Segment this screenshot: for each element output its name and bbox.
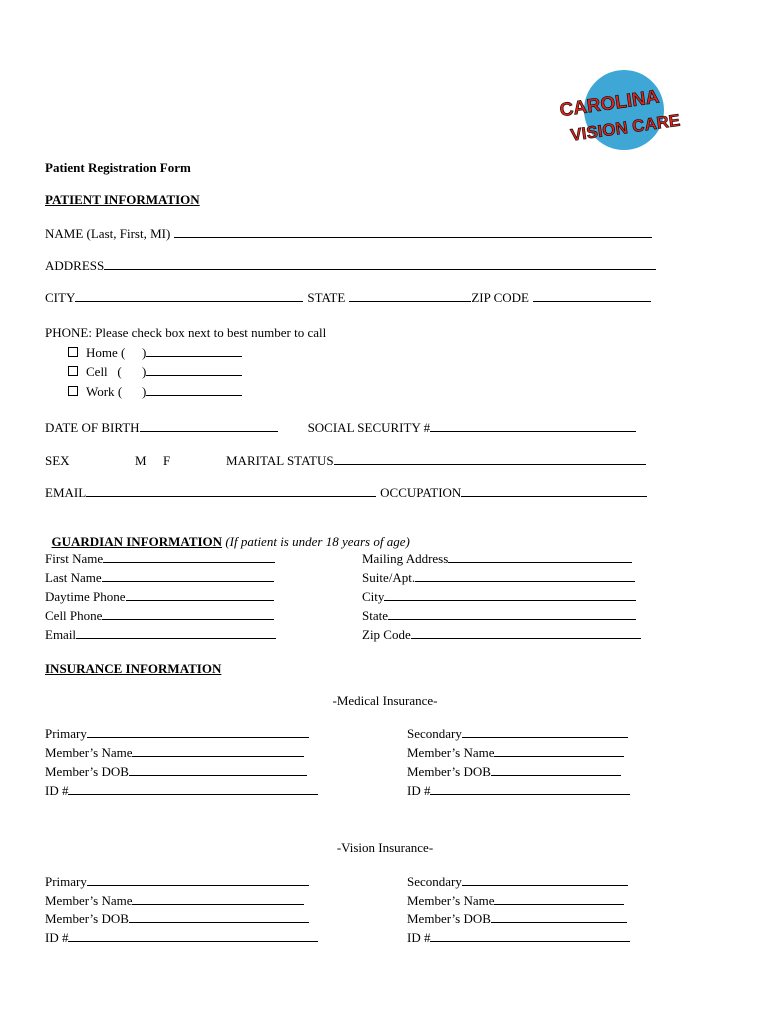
medical-secondary-member-dob-label: Member’s DOB <box>407 764 491 779</box>
vision-secondary-member-dob-label: Member’s DOB <box>407 911 491 926</box>
address-row <box>45 258 656 274</box>
medical-member-name-row <box>45 745 304 761</box>
sex-f-option[interactable]: F <box>163 453 171 468</box>
medical-primary-label: Primary <box>45 726 87 741</box>
guardian-mailing-address-label: Mailing Address <box>362 551 449 566</box>
email-row <box>45 485 647 501</box>
guardian-state-label: State <box>362 608 388 623</box>
ssn-label: SOCIAL SECURITY # <box>307 420 431 435</box>
name-field[interactable] <box>174 226 652 238</box>
medical-id-row <box>45 783 318 799</box>
address-label: ADDRESS <box>45 258 105 273</box>
vision-secondary-member-name-field[interactable] <box>494 893 624 905</box>
marital-label: MARITAL STATUS <box>226 453 334 468</box>
medical-member-dob-field[interactable] <box>129 764 307 776</box>
medical-secondary-id-label: ID # <box>407 783 431 798</box>
home-checkbox[interactable] <box>68 347 78 357</box>
guardian-last-name-field[interactable] <box>102 570 274 582</box>
guardian-email-field[interactable] <box>76 627 276 639</box>
guardian-heading-row <box>45 518 410 550</box>
guardian-first-name-field[interactable] <box>103 551 275 563</box>
guardian-state-field[interactable] <box>388 608 636 620</box>
vision-primary-field[interactable] <box>87 874 309 886</box>
patient-info-heading: PATIENT INFORMATION <box>45 192 200 207</box>
phone-work-row: Work ( ) <box>68 384 242 400</box>
form-title: Patient Registration Form <box>45 160 191 175</box>
medical-secondary-row <box>407 726 628 742</box>
vision-member-name-row <box>45 893 304 909</box>
vision-secondary-member-dob-field[interactable] <box>491 911 627 923</box>
medical-member-dob-row <box>45 764 307 780</box>
sex-row <box>45 453 646 469</box>
guardian-first-name-label: First Name <box>45 551 104 566</box>
guardian-last-name-label: Last Name <box>45 570 102 585</box>
sex-m-option[interactable]: M <box>135 453 147 468</box>
medical-primary-field[interactable] <box>87 726 309 738</box>
guardian-cell-phone-row <box>45 608 274 624</box>
work-checkbox[interactable] <box>68 386 78 396</box>
guardian-note: (If patient is under 18 years of age) <box>225 534 410 549</box>
medical-secondary-field[interactable] <box>462 726 628 738</box>
vision-member-name-field[interactable] <box>132 893 304 905</box>
guardian-suite-row <box>362 570 635 586</box>
medical-secondary-member-dob-field[interactable] <box>491 764 621 776</box>
medical-member-name-label: Member’s Name <box>45 745 133 760</box>
home-phone-field[interactable] <box>146 345 242 357</box>
work-label: Work <box>86 384 115 399</box>
medical-secondary-id-field[interactable] <box>430 783 630 795</box>
vision-member-dob-field[interactable] <box>129 911 309 923</box>
guardian-zip-field[interactable] <box>411 627 641 639</box>
logo-line2: VISION CARE <box>569 110 682 145</box>
guardian-suite-field[interactable] <box>415 570 635 582</box>
email-label: EMAIL <box>45 485 87 500</box>
guardian-email-row <box>45 627 276 643</box>
carolina-vision-care-logo <box>554 68 686 152</box>
medical-secondary-member-name-row <box>407 745 624 761</box>
medical-secondary-member-dob-row <box>407 764 621 780</box>
guardian-heading: GUARDIAN INFORMATION <box>51 534 223 549</box>
vision-secondary-id-row <box>407 930 630 946</box>
vision-secondary-label: Secondary <box>407 874 462 889</box>
vision-member-dob-row <box>45 911 309 927</box>
medical-member-dob-label: Member’s DOB <box>45 764 129 779</box>
name-label: NAME (Last, First, MI) <box>45 226 171 241</box>
vision-member-name-label: Member’s Name <box>45 893 133 908</box>
vision-primary-row <box>45 874 309 890</box>
address-field[interactable] <box>104 258 656 270</box>
guardian-daytime-phone-field[interactable] <box>126 589 274 601</box>
ssn-field[interactable] <box>430 420 636 432</box>
medical-member-name-field[interactable] <box>132 745 304 757</box>
guardian-zip-label: Zip Code <box>362 627 411 642</box>
email-field[interactable] <box>86 485 376 497</box>
dob-label: DATE OF BIRTH <box>45 420 140 435</box>
city-label: CITY <box>45 290 76 305</box>
home-label: Home <box>86 345 118 360</box>
medical-secondary-label: Secondary <box>407 726 462 741</box>
guardian-first-name-row <box>45 551 275 567</box>
vision-secondary-id-field[interactable] <box>430 930 630 942</box>
vision-insurance-title: -Vision Insurance- <box>336 840 434 855</box>
vision-secondary-field[interactable] <box>462 874 628 886</box>
dob-field[interactable] <box>140 420 278 432</box>
logo-line1: CAROLINA <box>558 86 661 122</box>
vision-secondary-id-label: ID # <box>407 930 431 945</box>
guardian-mailing-address-field[interactable] <box>448 551 632 563</box>
guardian-city-label: City <box>362 589 385 604</box>
guardian-cell-phone-field[interactable] <box>102 608 274 620</box>
guardian-state-row <box>362 608 636 624</box>
medical-id-field[interactable] <box>68 783 318 795</box>
vision-id-field[interactable] <box>68 930 318 942</box>
guardian-mailing-address-row <box>362 551 632 567</box>
medical-secondary-member-name-field[interactable] <box>494 745 624 757</box>
medical-insurance-title: -Medical Insurance- <box>332 693 438 708</box>
guardian-email-label: Email <box>45 627 77 642</box>
vision-id-label: ID # <box>45 930 69 945</box>
phone-label: PHONE: Please check box next to best number to call <box>45 325 327 340</box>
medical-secondary-id-row <box>407 783 630 799</box>
vision-secondary-row <box>407 874 628 890</box>
marital-field[interactable] <box>334 453 646 465</box>
vision-primary-label: Primary <box>45 874 87 889</box>
medical-primary-row <box>45 726 309 742</box>
medical-id-label: ID # <box>45 783 69 798</box>
guardian-zip-row <box>362 627 641 643</box>
state-field[interactable] <box>349 290 471 302</box>
occupation-label: OCCUPATION <box>380 485 462 500</box>
city-field[interactable] <box>75 290 303 302</box>
guardian-last-name-row <box>45 570 274 586</box>
vision-member-dob-label: Member’s DOB <box>45 911 129 926</box>
guardian-city-row <box>362 589 636 605</box>
cell-label: Cell <box>86 364 108 379</box>
phone-cell-row: Cell ( ) <box>68 364 242 380</box>
guardian-daytime-phone-label: Daytime Phone <box>45 589 126 604</box>
state-label: STATE <box>307 290 346 305</box>
vision-secondary-member-name-row <box>407 893 624 909</box>
medical-secondary-member-name-label: Member’s Name <box>407 745 495 760</box>
vision-secondary-member-dob-row <box>407 911 627 927</box>
phone-home-row: Home ( ) <box>68 345 242 361</box>
cell-phone-field[interactable] <box>146 364 242 376</box>
city-row <box>45 290 651 306</box>
sex-label: SEX <box>45 453 70 468</box>
cell-checkbox[interactable] <box>68 366 78 376</box>
zip-label: ZIP CODE <box>471 290 529 305</box>
zip-field[interactable] <box>533 290 651 302</box>
guardian-city-field[interactable] <box>384 589 636 601</box>
guardian-daytime-phone-row <box>45 589 274 605</box>
dob-row <box>45 420 636 436</box>
vision-id-row <box>45 930 318 946</box>
name-row <box>45 226 652 242</box>
guardian-suite-label: Suite/Apt. <box>362 570 416 585</box>
insurance-heading: INSURANCE INFORMATION <box>45 661 222 676</box>
guardian-cell-phone-label: Cell Phone <box>45 608 103 623</box>
vision-secondary-member-name-label: Member’s Name <box>407 893 495 908</box>
work-phone-field[interactable] <box>146 384 242 396</box>
occupation-field[interactable] <box>461 485 647 497</box>
